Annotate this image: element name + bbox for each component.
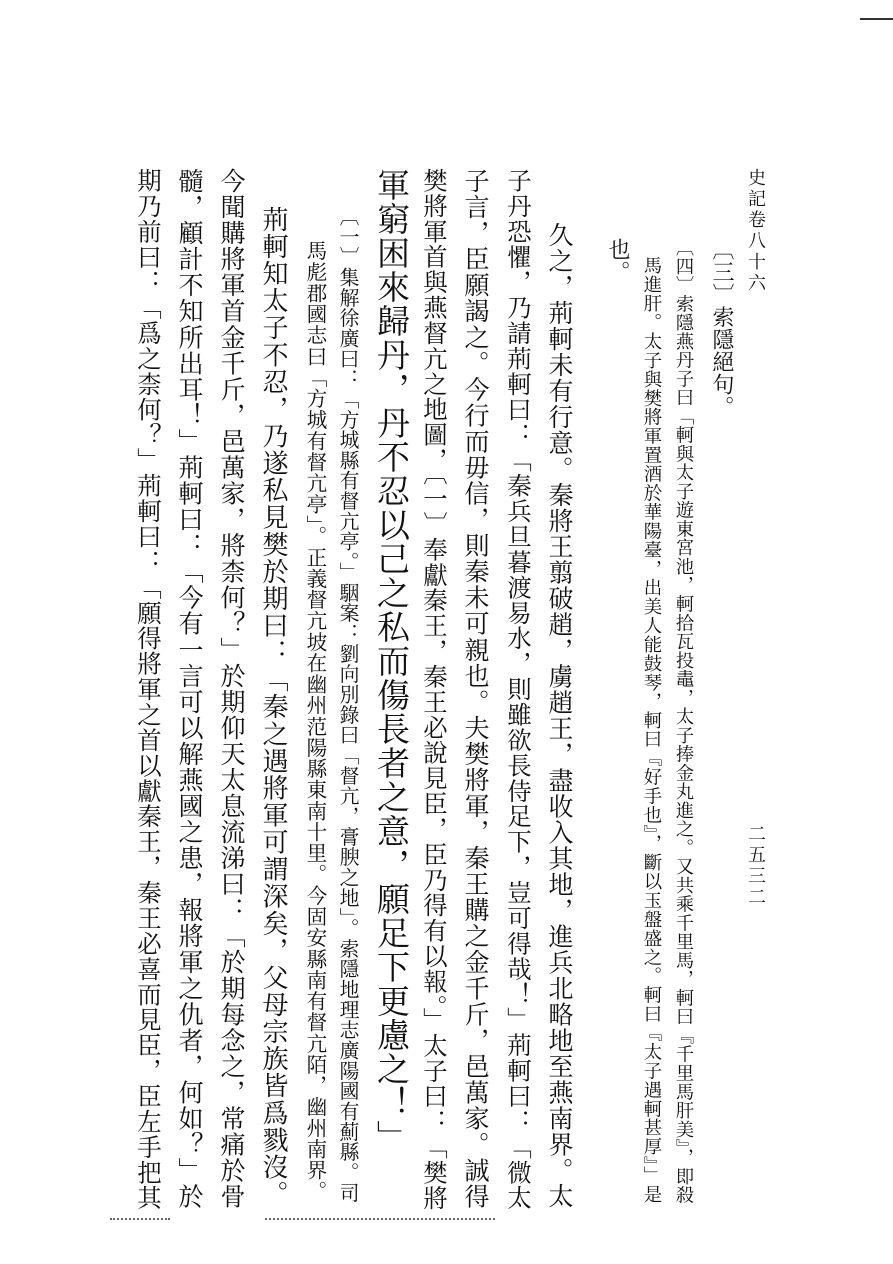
text-line: 子丹恐懼，乃請荊軻曰：「秦兵旦暮渡易水，則雖欲長侍足下，豈可得哉！」荊軻曰：「微太 <box>503 168 532 1211</box>
text-line: 久之，荊軻未有行意。秦將王翦破趙，虜趙王，盡收入其地，進兵北略地至燕南界。太 <box>545 222 574 1210</box>
annotation-line: 〔四〕索隱燕丹子曰「軻與太子遊東宮池，軻拾瓦投鼃，太子捧金丸進之。又共乘千里馬，軻曰『千里馬肝美』，即殺 <box>673 238 694 1205</box>
annotation-line: 也。 <box>605 238 630 283</box>
page-number: 二五三二 <box>745 824 766 908</box>
scan-artifact <box>265 1218 495 1222</box>
annotation-line: 馬彪郡國志曰「方城有督亢亭」。正義督亢坡在幽州范陽縣東南十里。今固安縣南有督亢陌，幽州南界。 <box>303 240 327 1202</box>
text-line: 子言，臣願謁之。今行而毋信，則秦未可親也。夫樊將軍，秦王購之金千斤，邑萬家。誠得 <box>461 168 490 1210</box>
page-edge-line <box>860 18 893 20</box>
text-line: 樊將軍首與燕督亢之地圖，〔一〕奉獻秦王，秦王必說見臣，臣乃得有以報。」太子曰：「樊將 <box>419 168 448 1211</box>
annotation-line: 〔三〕索隱絕句。 <box>709 238 734 418</box>
text-line: 今聞購將軍首金千斤，邑萬家，將柰何？」於期仰天太息流涕曰：「於期每念之，常痛於骨 <box>217 168 246 1210</box>
text-line: 期乃前曰：「爲之柰何？」荊軻曰：「願得將軍之首以獻秦王，秦王必喜而見臣，臣左手把其 <box>133 168 162 1211</box>
text-line: 髓，顧計不知所出耳！」荊軻曰：「今有一言可以解燕國之患，報將軍之仇者，何如？」於 <box>175 168 204 1210</box>
annotation-line: 〔一〕集解徐廣曰：「方城縣有督亢亭。」駰案：劉向別錄曰「督亢，膏腴之地」。索隱地理志廣陽國有薊縣。司 <box>336 206 359 1203</box>
annotation-line: 馬進肝。太子與樊將軍置酒於華陽臺，出美人能鼓琴，軻曰『好手也』，斷以玉盤盛之。軻曰『太子遇軻甚厚』」是 <box>641 256 662 1204</box>
text-line: 軍窮困來歸丹，丹不忍以己之私而傷長者之意，願足下更慮之！」 <box>372 168 411 1154</box>
scan-artifact <box>110 1218 170 1222</box>
running-header-title: 史記卷八十六 <box>745 168 766 294</box>
text-line: 荊軻知太子不忍，乃遂私見樊於期曰：「秦之遇將軍可謂深矣，父母宗族皆爲戮沒。 <box>258 206 288 1208</box>
